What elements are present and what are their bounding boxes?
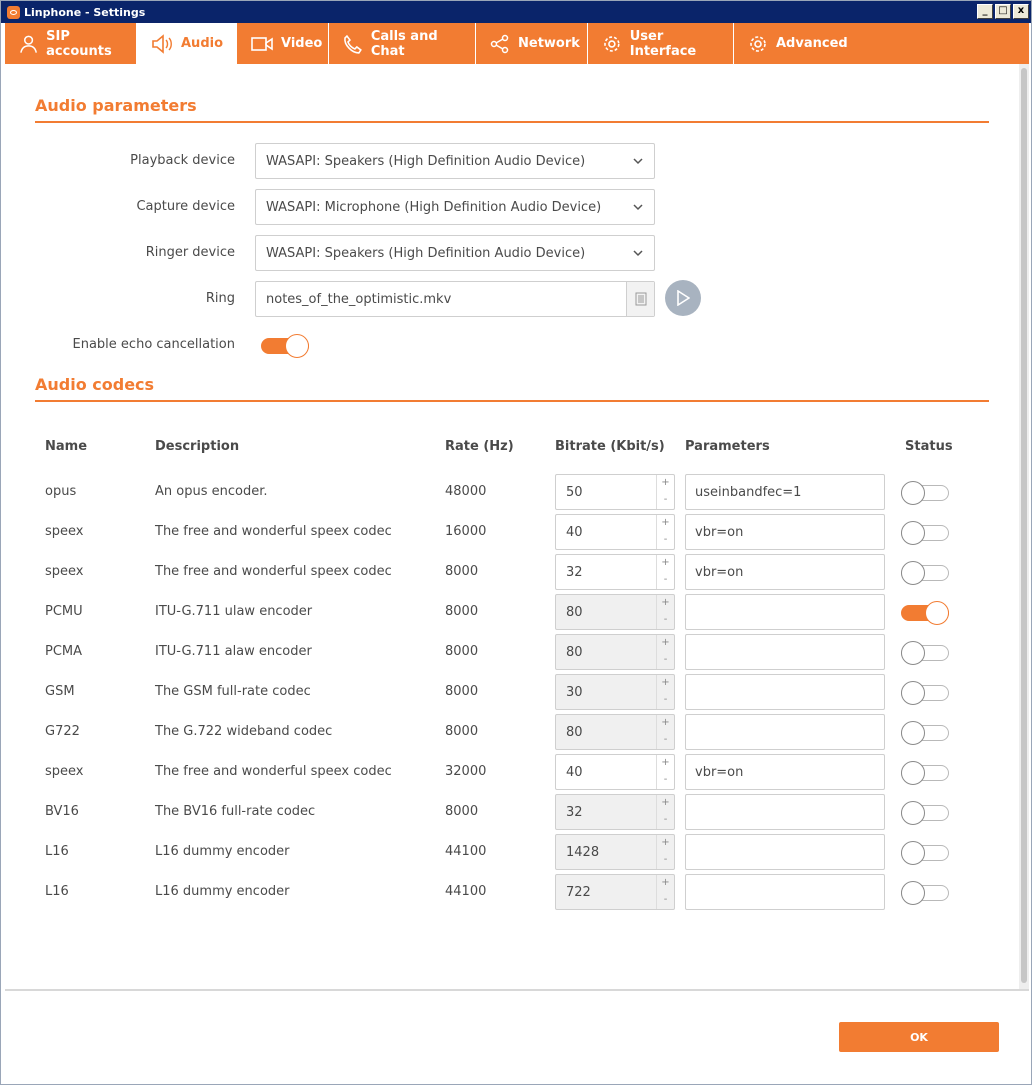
codec-description: The G.722 wideband codec: [155, 724, 333, 739]
tab-calls-and-chat[interactable]: [329, 23, 476, 64]
select-value: WASAPI: Microphone (High Definition Audio Device): [266, 199, 602, 215]
increment-button[interactable]: +: [661, 797, 670, 808]
codec-rate: 8000: [445, 804, 479, 819]
playback-device-select[interactable]: [255, 143, 655, 179]
bitrate-value: 40: [566, 765, 583, 780]
codec-name: speex: [45, 564, 84, 579]
codec-rate: 8000: [445, 684, 479, 699]
parameters-field[interactable]: vbr=on: [685, 754, 885, 790]
decrement-button[interactable]: -: [663, 694, 668, 705]
table-row: [5, 673, 1019, 713]
speaker-icon: [151, 34, 173, 54]
table-row: [5, 753, 1019, 793]
column-header-name: Name: [45, 439, 88, 454]
codec-status-toggle[interactable]: [901, 881, 949, 903]
codec-description: The free and wonderful speex codec: [155, 524, 392, 539]
ring-file-field[interactable]: [255, 281, 655, 317]
echo-cancellation-toggle[interactable]: [261, 334, 309, 356]
bitrate-spinbox[interactable]: [555, 514, 675, 550]
increment-button[interactable]: +: [661, 517, 670, 528]
tab-label: Audio: [181, 36, 224, 51]
bitrate-value: 80: [566, 605, 583, 620]
ringer-device-label: Ringer device: [145, 245, 235, 260]
table-row: [5, 873, 1019, 913]
parameters-field[interactable]: [685, 794, 885, 830]
increment-button[interactable]: +: [661, 597, 670, 608]
maximize-button[interactable]: □: [995, 4, 1011, 19]
bitrate-spinbox[interactable]: [555, 594, 675, 630]
codec-description: The free and wonderful speex codec: [155, 764, 392, 779]
table-row: [5, 793, 1019, 833]
decrement-button[interactable]: -: [663, 534, 668, 545]
playback-device-label: Playback device: [130, 153, 235, 168]
chevron-down-icon: [632, 201, 644, 213]
codec-name: opus: [45, 484, 77, 499]
bitrate-spinbox[interactable]: [555, 674, 675, 710]
parameters-field[interactable]: vbr=on: [685, 514, 885, 550]
codec-status-toggle[interactable]: [901, 681, 949, 703]
column-header-bitrate: Bitrate (Kbit/s): [555, 439, 665, 454]
tab-label: Calls and Chat: [370, 28, 438, 59]
parameters-field[interactable]: vbr=on: [685, 554, 885, 590]
codec-status-toggle[interactable]: [901, 761, 949, 783]
select-value: WASAPI: Speakers (High Definition Audio Device): [266, 153, 586, 169]
increment-button[interactable]: +: [661, 557, 670, 568]
parameters-field[interactable]: [685, 674, 885, 710]
codec-status-toggle[interactable]: [901, 721, 949, 743]
codec-name: PCMA: [45, 644, 83, 659]
tab-advanced[interactable]: [734, 23, 1022, 64]
codec-rate: 48000: [445, 484, 487, 499]
bitrate-value: 32: [566, 805, 583, 820]
window-title: Linphone - Settings: [24, 5, 146, 19]
tab-video[interactable]: [237, 23, 329, 64]
section-divider: [35, 400, 989, 402]
increment-button[interactable]: +: [661, 837, 670, 848]
browse-file-button[interactable]: [626, 282, 654, 316]
minimize-button[interactable]: _: [977, 4, 993, 19]
gear-icon: [748, 34, 768, 54]
bitrate-spinbox[interactable]: [555, 634, 675, 670]
audio-parameters-title: Audio parameters: [35, 96, 197, 115]
tab-audio[interactable]: [137, 23, 237, 64]
select-value: WASAPI: Speakers (High Definition Audio Device): [266, 245, 586, 261]
bitrate-value: 30: [566, 685, 583, 700]
tab-bar: [5, 23, 1029, 64]
tab-sip-accounts[interactable]: [5, 23, 137, 64]
column-header-rate: Rate (Hz): [445, 439, 514, 454]
codec-name: L16: [45, 884, 69, 899]
bitrate-spinbox[interactable]: [555, 834, 675, 870]
ring-label: Ring: [205, 291, 235, 306]
close-button[interactable]: x: [1013, 4, 1029, 19]
codec-name: BV16: [45, 804, 79, 819]
codec-description: The BV16 full-rate codec: [155, 804, 316, 819]
audio-codecs-title: Audio codecs: [35, 375, 155, 394]
echo-cancellation-label: Enable echo cancellation: [72, 337, 235, 352]
table-row: [5, 833, 1019, 873]
tab-user-interface[interactable]: [588, 23, 734, 64]
increment-button[interactable]: +: [661, 717, 670, 728]
decrement-button[interactable]: -: [663, 774, 668, 785]
tab-label: Advanced: [776, 36, 848, 51]
codec-rate: 32000: [445, 764, 487, 779]
bitrate-value: 1428: [566, 845, 600, 860]
bitrate-spinbox[interactable]: [555, 554, 675, 590]
file-icon: [635, 292, 647, 306]
codec-name: speex: [45, 524, 84, 539]
increment-button[interactable]: +: [661, 877, 670, 888]
codec-description: ITU-G.711 alaw encoder: [155, 644, 312, 659]
decrement-button[interactable]: -: [663, 574, 668, 585]
user-icon: [19, 34, 38, 54]
gear-icon: [602, 34, 622, 54]
column-header-parameters: Parameters: [685, 439, 770, 454]
codec-rate: 8000: [445, 604, 479, 619]
table-row: [5, 473, 1019, 513]
codec-rate: 44100: [445, 884, 487, 899]
capture-device-select[interactable]: [255, 189, 655, 225]
codec-rate: 8000: [445, 724, 479, 739]
increment-button[interactable]: +: [661, 637, 670, 648]
bitrate-value: 50: [566, 485, 583, 500]
capture-device-label: Capture device: [136, 199, 235, 214]
title-bar: [1, 1, 1031, 23]
linphone-logo-icon: [7, 6, 20, 19]
section-divider: [35, 121, 989, 123]
bitrate-spinbox[interactable]: [555, 474, 675, 510]
codec-name: speex: [45, 764, 84, 779]
bitrate-value: 40: [566, 525, 583, 540]
codec-description: An opus encoder.: [155, 484, 268, 499]
ok-button[interactable]: OK: [839, 1022, 999, 1052]
codec-description: L16 dummy encoder: [155, 844, 290, 859]
codec-status-toggle[interactable]: [901, 521, 949, 543]
table-row: [5, 713, 1019, 753]
codec-status-toggle[interactable]: [901, 801, 949, 823]
table-row: [5, 513, 1019, 553]
increment-button[interactable]: +: [661, 677, 670, 688]
play-ring-button[interactable]: [665, 280, 701, 316]
chevron-down-icon: [632, 155, 644, 167]
codec-description: L16 dummy encoder: [155, 884, 290, 899]
parameters-field[interactable]: [685, 594, 885, 630]
chevron-down-icon: [632, 247, 644, 259]
tab-label: Network: [518, 36, 580, 51]
decrement-button[interactable]: -: [663, 854, 668, 865]
tab-label: Video: [281, 36, 323, 51]
bitrate-spinbox[interactable]: [555, 754, 675, 790]
codec-status-toggle[interactable]: [901, 601, 949, 623]
table-row: [5, 633, 1019, 673]
codec-rate: 8000: [445, 564, 479, 579]
table-row: [5, 553, 1019, 593]
bitrate-value: 80: [566, 645, 583, 660]
codec-name: GSM: [45, 684, 75, 699]
parameters-field[interactable]: [685, 634, 885, 670]
decrement-button[interactable]: -: [663, 814, 668, 825]
codec-rate: 16000: [445, 524, 487, 539]
codec-status-toggle[interactable]: [901, 481, 949, 503]
audio-settings-panel: [5, 64, 1019, 989]
play-icon: [676, 290, 690, 306]
codec-name: PCMU: [45, 604, 83, 619]
increment-button[interactable]: +: [661, 477, 670, 488]
ring-file-value: notes_of_the_optimistic.mkv: [266, 291, 452, 307]
bitrate-spinbox[interactable]: [555, 714, 675, 750]
codec-name: L16: [45, 844, 69, 859]
codec-name: G722: [45, 724, 80, 739]
tab-label: SIP accounts: [46, 28, 112, 59]
bitrate-spinbox[interactable]: [555, 794, 675, 830]
phone-icon: [343, 34, 363, 54]
decrement-button[interactable]: -: [663, 894, 668, 905]
codec-rate: 44100: [445, 844, 487, 859]
column-header-status: Status: [905, 439, 953, 454]
footer-divider: [5, 989, 1029, 991]
codec-status-toggle[interactable]: [901, 561, 949, 583]
codec-status-toggle[interactable]: [901, 641, 949, 663]
column-header-description: Description: [155, 439, 240, 454]
parameters-field[interactable]: [685, 834, 885, 870]
codec-status-toggle[interactable]: [901, 841, 949, 863]
tab-label: User Interface: [629, 28, 697, 59]
parameters-field[interactable]: [685, 874, 885, 910]
bitrate-value: 722: [566, 885, 591, 900]
table-row: [5, 593, 1019, 633]
vertical-scrollbar[interactable]: [1019, 64, 1029, 989]
parameters-field[interactable]: useinbandfec=1: [685, 474, 885, 510]
codec-description: The free and wonderful speex codec: [155, 564, 392, 579]
codec-rate: 8000: [445, 644, 479, 659]
bitrate-value: 32: [566, 565, 583, 580]
decrement-button[interactable]: -: [663, 614, 668, 625]
bitrate-value: 80: [566, 725, 583, 740]
decrement-button[interactable]: -: [663, 734, 668, 745]
share-icon: [490, 34, 510, 54]
tab-network[interactable]: [476, 23, 588, 64]
camera-icon: [251, 35, 273, 53]
codec-description: ITU-G.711 ulaw encoder: [155, 604, 313, 619]
decrement-button[interactable]: -: [663, 494, 668, 505]
bitrate-spinbox[interactable]: [555, 874, 675, 910]
decrement-button[interactable]: -: [663, 654, 668, 665]
codec-description: The GSM full-rate codec: [155, 684, 311, 699]
increment-button[interactable]: +: [661, 757, 670, 768]
parameters-field[interactable]: [685, 714, 885, 750]
ringer-device-select[interactable]: [255, 235, 655, 271]
